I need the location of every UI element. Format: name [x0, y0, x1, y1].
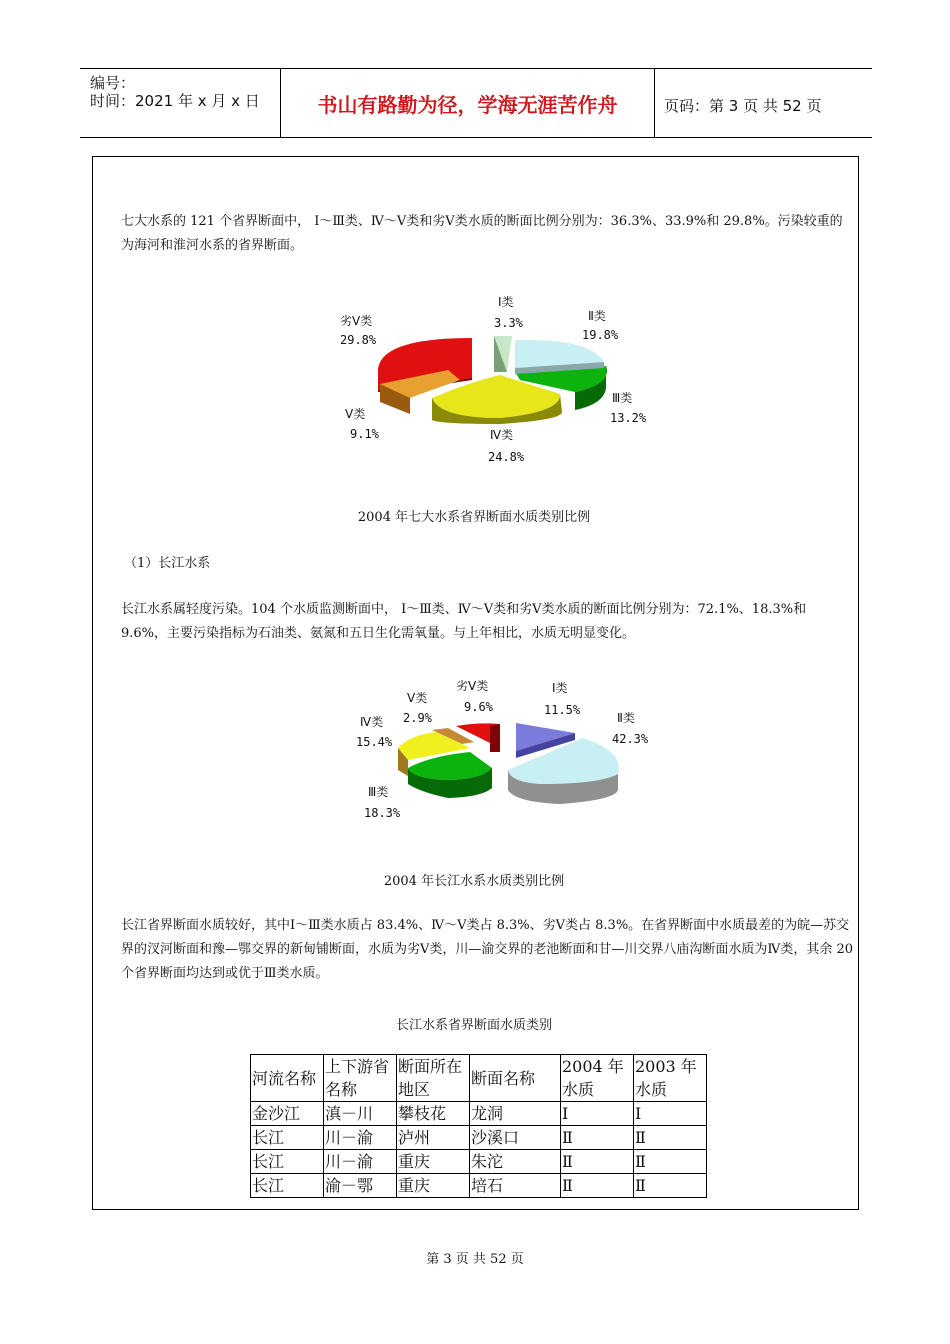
pie-chart-yangtze — [356, 678, 649, 820]
table-row: 长江 渝－鄂 重庆 培石 Ⅱ Ⅱ — [251, 1174, 707, 1198]
section-heading: （1）长江水系 — [124, 556, 211, 571]
c1-pct-v: 9.1% — [350, 427, 379, 441]
c1-label-v: Ⅴ类 — [345, 407, 366, 421]
water-quality-table — [250, 1054, 707, 1198]
table-header-row — [251, 1055, 707, 1102]
c2-pct-worse-v: 9.6% — [464, 700, 493, 714]
c2-pct-iii: 18.3% — [364, 806, 401, 820]
c2-label-v: Ⅴ类 — [407, 691, 428, 705]
page-info: 页码：第 3 页 共 52 页 — [664, 97, 822, 115]
th-region: 断面所在地区 — [397, 1055, 470, 1102]
date-line: 时间：2021 年 x 月 x 日 — [90, 92, 260, 110]
number-label: 编号： — [90, 74, 136, 92]
c1-label-worse-v: 劣Ⅴ类 — [340, 314, 373, 328]
c1-pct-worse-v: 29.8% — [340, 333, 377, 347]
c1-label-i: Ⅰ类 — [498, 295, 514, 309]
table-row: 长江 川－渝 重庆 朱沱 Ⅱ Ⅱ — [251, 1150, 707, 1174]
c1-pct-iv: 24.8% — [488, 450, 525, 464]
c1-label-iii: Ⅲ类 — [612, 391, 633, 405]
motto: 书山有路勤为径，学海无涯苦作舟 — [281, 69, 655, 137]
c2-label-ii: Ⅱ类 — [617, 711, 635, 725]
table-title: 长江水系省界断面水质类别 — [395, 1018, 552, 1033]
c2-pct-i: 11.5% — [544, 703, 581, 717]
c2-label-worse-v: 劣Ⅴ类 — [456, 679, 489, 693]
th-2004: 2004 年水质 — [561, 1055, 634, 1102]
table-row: 长江 川－渝 泸州 沙溪口 Ⅱ Ⅱ — [251, 1126, 707, 1150]
table-row: 金沙江 滇－川 攀枝花 龙洞 Ⅰ Ⅰ — [251, 1102, 707, 1126]
c1-pct-ii: 19.8% — [582, 328, 619, 342]
c2-label-iv: Ⅳ类 — [360, 715, 384, 729]
th-section: 断面名称 — [470, 1055, 561, 1102]
c2-pct-v: 2.9% — [403, 711, 432, 725]
c2-pct-ii: 42.3% — [612, 732, 649, 746]
c1-label-iv: Ⅳ类 — [490, 428, 514, 442]
th-provinces: 上下游省名称 — [324, 1055, 397, 1102]
th-2003: 2003 年水质 — [634, 1055, 707, 1102]
paragraph-1: 七大水系的 121 个省界断面中， Ⅰ～Ⅲ类、Ⅳ～Ⅴ类和劣Ⅴ类水质的断面比例分别为：36.3%、33.9%和 29.8%。污染较重的为海河和淮河水系的省界断面。 — [121, 214, 843, 253]
chart1-caption: 2004 年七大水系省界断面水质类别比例 — [357, 510, 591, 525]
c2-label-i: Ⅰ类 — [552, 681, 568, 695]
slice2-worse-v-side — [490, 724, 500, 752]
c2-pct-iv: 15.4% — [356, 735, 393, 749]
page-footer: 第 3 页 共 52 页 — [426, 1252, 524, 1267]
c1-pct-iii: 13.2% — [610, 411, 647, 425]
paragraph-3: 长江省界断面水质较好，其中Ⅰ～Ⅲ类水质占 83.4%、Ⅳ～Ⅴ类占 8.3%、劣Ⅴ类占 8.3%。在省界断面中水质最差的为皖—苏交界的汊河断面和豫—鄂交界的新甸铺断面，水质为劣Ⅴ类，川—渝交界的老池断面和甘—川交界八庙沟断面水质为Ⅳ类，其余 20 个省界断面均达到或优于Ⅲ类水质。 — [121, 918, 854, 981]
c1-label-ii: Ⅱ类 — [588, 309, 606, 323]
paragraph-2: 长江水系属轻度污染。104 个水质监测断面中， Ⅰ～Ⅲ类、Ⅳ～Ⅴ类和劣Ⅴ类水质的断面比例分别为：72.1%、18.3%和 9.6%，主要污染指标为石油类、氨氮和五日生化需氧量。与上年相比，水质无明显变化。 — [121, 602, 807, 641]
th-river: 河流名称 — [251, 1055, 324, 1102]
c1-pct-i: 3.3% — [494, 316, 523, 330]
chart2-caption: 2004 年长江水系水质类别比例 — [383, 874, 565, 889]
c2-label-iii: Ⅲ类 — [368, 785, 389, 799]
